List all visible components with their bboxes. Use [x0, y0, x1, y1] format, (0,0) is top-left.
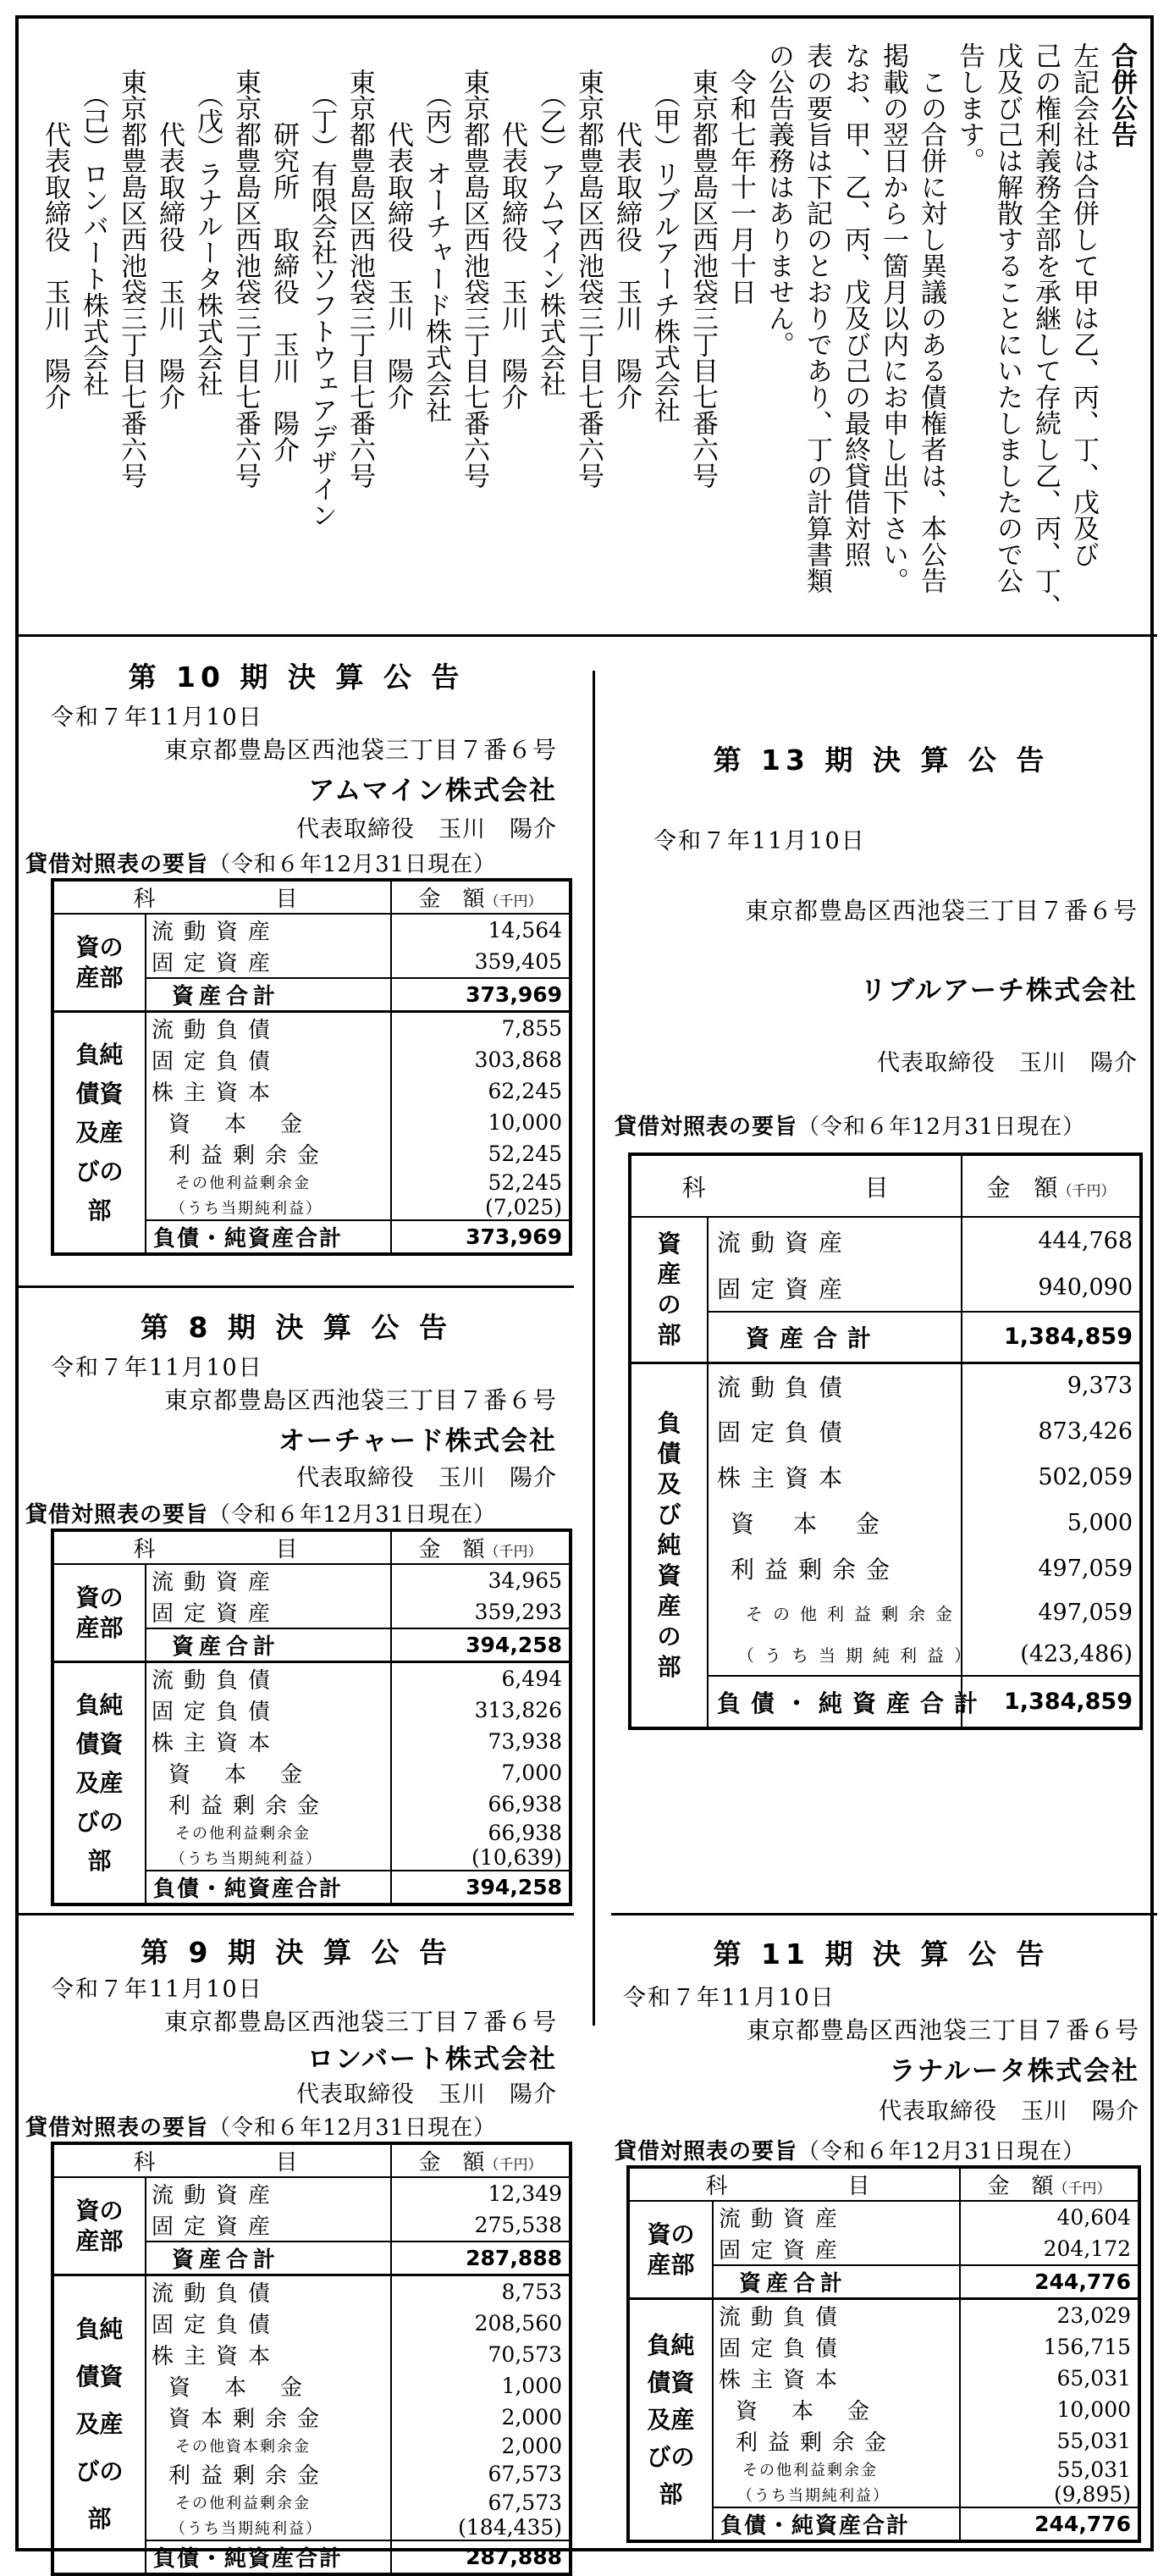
row-label: 資産合計: [146, 1628, 391, 1662]
row-value: 359,405: [474, 949, 563, 974]
row-label: その他利益剰余金: [146, 1169, 391, 1195]
row-value: (9,895): [1053, 2482, 1132, 2507]
row-label: 利益剰余金: [708, 1545, 962, 1591]
merger-line: 研究所 取締役 玉川 陽介: [268, 42, 299, 462]
column-header-amount: [391, 1530, 571, 1564]
unit-label: （千円）: [1053, 2181, 1111, 2197]
merger-notice: [19, 19, 1157, 637]
bs-date: （令和６年12月31日現在）: [208, 852, 497, 877]
row-label: 固定資産: [713, 2233, 960, 2265]
column-header-item: 科 目: [628, 2167, 960, 2201]
row-label: （うち当期純利益）: [146, 1195, 391, 1220]
row-label: 流動負債: [708, 1363, 962, 1408]
column-header-amount: [962, 1154, 1141, 1217]
row-value: 244,776: [960, 2507, 1139, 2541]
column-header-amount: [391, 880, 571, 914]
row-value: 52,245: [488, 1169, 563, 1195]
asset-group-label: 資の産部: [628, 2201, 713, 2299]
row-value: 497,059: [1038, 1555, 1133, 1582]
notice-date: 令和７年11月10日: [51, 705, 263, 731]
column-header-amount: [960, 2167, 1139, 2201]
row-label: 固定資産: [146, 1596, 391, 1628]
row-label: （うち当期純利益）: [146, 2515, 391, 2540]
row-value: 65,031: [1056, 2366, 1132, 2391]
merger-line: 代表取締役 玉川 陽介: [40, 42, 70, 410]
asset-group-label: 資産の部: [630, 1217, 708, 1363]
notice-address: 東京都豊島区西池袋三丁目７番６号: [163, 736, 557, 764]
liability-group-label: 負債及び純資産の部: [630, 1363, 708, 1728]
merger-line: 代表取締役 玉川 陽介: [383, 42, 413, 410]
merger-line: 代表取締役 玉川 陽介: [154, 42, 185, 410]
row-value: 359,293: [474, 1600, 563, 1624]
row-value: 394,258: [391, 1871, 571, 1904]
row-label: 株主資本: [146, 2339, 391, 2370]
row-label: 固定負債: [146, 1694, 391, 1726]
notice-title: 第 8 期 決 算 公 告: [141, 1311, 452, 1344]
row-label: 株主資本: [713, 2363, 960, 2394]
notice-date: 令和７年11月10日: [623, 1985, 835, 2011]
notice-title: 第 10 期 決 算 公 告: [128, 661, 465, 694]
notice-title: 第 9 期 決 算 公 告: [141, 1936, 452, 1969]
notice-period-10: [25, 655, 567, 1256]
representative: 代表取締役 玉川 陽介: [296, 816, 557, 843]
row-value: 14,564: [488, 918, 563, 943]
amount-label: 金 額: [418, 2150, 485, 2175]
row-label: その他利益剰余金: [146, 1820, 391, 1845]
row-label: 資本金: [713, 2394, 960, 2425]
row-label: 株主資本: [146, 1075, 391, 1107]
row-label: 負債・純資産合計: [146, 1871, 391, 1904]
merger-line: 掲載の翌日から一箇月以内にお申し出下さい。: [878, 42, 908, 594]
row-label: 資本金: [146, 1107, 391, 1138]
row-label: 固定負債: [146, 2308, 391, 2339]
bs-date: （令和６年12月31日現在）: [797, 1114, 1086, 1140]
row-label: （うち当期純利益）: [708, 1633, 962, 1676]
row-value: 275,538: [474, 2213, 563, 2237]
row-value: 287,888: [391, 2540, 571, 2574]
row-value: 40,604: [1056, 2205, 1132, 2230]
row-label: 流動資産: [146, 2177, 391, 2209]
row-label: 資本金: [146, 1757, 391, 1788]
row-label: 株主資本: [708, 1454, 962, 1500]
row-value: 55,031: [1056, 2457, 1132, 2482]
notice-address: 東京都豊島区西池袋三丁目７番６号: [744, 897, 1138, 925]
company-name: ロンバート株式会社: [307, 2044, 557, 2075]
row-label: 資産合計: [146, 2242, 391, 2275]
unit-label: （千円）: [1057, 1182, 1116, 1200]
merger-line: 東京都豊島区西池袋三丁目七番六号: [459, 42, 489, 489]
column-header-amount: [391, 2143, 571, 2177]
row-value: 208,560: [474, 2311, 563, 2336]
merger-line: この合併に対し異議のある債権者は、本公告: [916, 42, 946, 594]
row-label: 資本剰余金: [146, 2402, 391, 2433]
row-label: 利益剰余金: [146, 1788, 391, 1820]
merger-line: 己の権利義務全部を承継して存続し乙、丙、丁、: [1030, 42, 1061, 620]
row-value: 156,715: [1043, 2335, 1132, 2359]
row-value: 873,426: [1038, 1418, 1133, 1445]
balance-sheet-heading: [615, 1109, 1148, 1141]
divider-left-2: [19, 1913, 574, 1915]
row-label: 株主資本: [146, 1726, 391, 1757]
merger-line: の公告義務はありません。: [764, 42, 794, 357]
representative: 代表取締役 玉川 陽介: [296, 1465, 557, 1491]
unit-label: （千円）: [484, 893, 543, 910]
row-value: 23,029: [960, 2299, 1139, 2332]
company-name: オーチャード株式会社: [278, 1426, 557, 1457]
column-divider: [593, 671, 595, 2026]
divider-left-1: [19, 1285, 574, 1288]
row-value: (10,639): [471, 1845, 563, 1870]
row-value: 2,000: [501, 2405, 563, 2430]
balance-sheet-heading: [25, 847, 567, 878]
liability-group-label: 負純債資及産びの部: [52, 1662, 146, 1905]
merger-line: （丁）有限会社ソフトウェアデザイン: [306, 42, 337, 528]
notice-date: 令和７年11月10日: [653, 828, 866, 854]
row-label: 固定資産: [146, 946, 391, 978]
row-value: 303,868: [474, 1048, 563, 1072]
asset-group-label: 資の産部: [52, 1564, 146, 1662]
balance-sheet-table: [51, 1528, 572, 1906]
balance-sheet-table: [51, 878, 572, 1256]
row-value: 244,776: [960, 2265, 1139, 2299]
notice-title: 第 13 期 決 算 公 告: [713, 744, 1050, 777]
representative: 代表取締役 玉川 陽介: [877, 1050, 1138, 1076]
merger-line: 東京都豊島区西池袋三丁目七番六号: [573, 42, 604, 489]
row-value: 62,245: [488, 1079, 563, 1103]
merger-line: 表の要旨は下記のとおりであり、丁の計算書類: [802, 42, 832, 594]
row-value: 940,090: [1038, 1274, 1133, 1301]
row-value: 497,059: [1038, 1599, 1133, 1626]
bs-heading-label: 貸借対照表の要旨: [25, 2115, 209, 2141]
merger-line: 東京都豊島区西池袋三丁目七番六号: [345, 42, 375, 489]
amount-label: 金 額: [986, 1173, 1058, 1202]
row-value: 313,826: [474, 1698, 563, 1722]
bs-date: （令和６年12月31日現在）: [208, 1502, 497, 1528]
column-header-item: 科 目: [52, 1530, 391, 1564]
merger-line: 代表取締役 玉川 陽介: [611, 42, 642, 410]
merger-line: 告します。: [954, 42, 984, 174]
row-value: 1,384,859: [962, 1676, 1141, 1728]
row-value: 12,349: [488, 2181, 563, 2206]
row-value: 7,855: [391, 1012, 571, 1045]
bs-heading-label: 貸借対照表の要旨: [615, 2139, 798, 2164]
amount-label: 金 額: [987, 2174, 1054, 2199]
row-value: 52,245: [488, 1142, 563, 1166]
row-value: 287,888: [391, 2242, 571, 2275]
balance-sheet-heading: [25, 2110, 567, 2142]
notice-address: 東京都豊島区西池袋三丁目７番６号: [163, 1386, 557, 1414]
row-label: 流動負債: [146, 1012, 391, 1045]
row-label: 資本金: [708, 1500, 962, 1545]
merger-line: 戊及び己は解散することにいたしましたので公: [992, 42, 1023, 594]
unit-label: （千円）: [484, 1544, 543, 1561]
row-value: (423,486): [1020, 1641, 1133, 1667]
merger-vertical-text: [36, 42, 1140, 635]
row-label: 固定資産: [146, 2209, 391, 2242]
row-value: 66,938: [488, 1792, 563, 1816]
row-value: 394,258: [391, 1628, 571, 1662]
row-value: 7,000: [501, 1761, 563, 1785]
row-label: 負債・純資産合計: [708, 1676, 962, 1728]
balance-sheet-table: [51, 2142, 572, 2576]
liability-group-label: 負純債資及産びの部: [52, 1012, 146, 1255]
merger-line: 代表取締役 玉川 陽介: [497, 42, 527, 410]
merger-line: （己）ロンバート株式会社: [78, 42, 108, 397]
merger-line: 東京都豊島区西池袋三丁目七番六号: [687, 42, 718, 489]
row-value: 5,000: [1067, 1509, 1133, 1536]
row-label: 資産合計: [708, 1312, 962, 1363]
row-value: 67,573: [488, 2462, 563, 2486]
asset-group-label: 資の産部: [52, 2177, 146, 2275]
notice-address: 東京都豊島区西池袋三丁目７番６号: [746, 2016, 1139, 2044]
amount-label: 金 額: [418, 887, 485, 912]
unit-label: （千円）: [484, 2157, 543, 2174]
merger-line: （丙）オーチャード株式会社: [421, 42, 451, 423]
merger-line: （戊）ラナルータ株式会社: [192, 42, 223, 397]
divider-right-1: [611, 1913, 1157, 1915]
row-value: 1,384,859: [962, 1312, 1141, 1363]
notice-date: 令和７年11月10日: [51, 1355, 263, 1381]
row-label: 流動資産: [146, 914, 391, 946]
row-label: 固定負債: [146, 1044, 391, 1075]
merger-line: 左記会社は合併して甲は乙、丙、丁、戊及び: [1068, 42, 1099, 567]
merger-line: （乙）アムマイン株式会社: [535, 42, 565, 397]
notice-period-11: [615, 1932, 1148, 2543]
row-value: 67,573: [488, 2490, 563, 2515]
company-name: リブルアーチ株式会社: [860, 976, 1138, 1006]
merger-line: 令和七年十一月十日: [725, 42, 756, 305]
row-value: (7,025): [484, 1195, 563, 1219]
row-value: 444,768: [1038, 1228, 1133, 1254]
row-label: 流動資産: [708, 1217, 962, 1264]
row-value: (184,435): [458, 2515, 563, 2540]
merger-line: 東京都豊島区西池袋三丁目七番六号: [230, 42, 261, 489]
row-value: 373,969: [391, 1220, 571, 1254]
row-label: 固定資産: [708, 1264, 962, 1312]
row-label: 利益剰余金: [146, 1138, 391, 1169]
company-name: ラナルータ株式会社: [889, 2056, 1139, 2087]
merger-line: なお、甲、乙、丙、戊及び己の最終貸借対照: [840, 42, 870, 567]
bs-heading-label: 貸借対照表の要旨: [615, 1114, 798, 1140]
row-label: その他利益剰余金: [713, 2457, 960, 2482]
balance-sheet-table: [626, 2165, 1141, 2543]
representative: 代表取締役 玉川 陽介: [296, 2081, 557, 2108]
balance-sheet-table: [628, 1153, 1143, 1730]
row-label: 利益剰余金: [146, 2458, 391, 2490]
row-value: 204,172: [1043, 2236, 1132, 2261]
notice-address: 東京都豊島区西池袋三丁目７番６号: [163, 2008, 557, 2036]
column-header-item: 科 目: [630, 1154, 962, 1217]
announcement-frame: [15, 15, 1154, 2572]
company-name: アムマイン株式会社: [308, 776, 557, 806]
liability-group-label: 負純債資及産びの部: [52, 2275, 146, 2575]
row-value: 8,753: [391, 2275, 571, 2308]
notice-period-13: [615, 738, 1148, 1730]
bs-heading-label: 貸借対照表の要旨: [25, 1502, 209, 1528]
row-label: 流動負債: [713, 2299, 960, 2332]
bs-date: （令和６年12月31日現在）: [208, 2115, 497, 2141]
row-value: 373,969: [391, 978, 571, 1012]
row-label: 固定負債: [713, 2331, 960, 2363]
row-value: 502,059: [1038, 1463, 1133, 1490]
row-label: 資本金: [146, 2370, 391, 2402]
row-value: 66,938: [488, 1820, 563, 1845]
row-value: 55,031: [1056, 2429, 1132, 2453]
balance-sheet-heading: [25, 1497, 567, 1528]
row-value: 70,573: [488, 2342, 563, 2367]
merger-line: （甲）リブルアーチ株式会社: [649, 42, 680, 423]
row-label: 流動負債: [146, 1662, 391, 1695]
row-value: 73,938: [488, 1729, 563, 1754]
row-label: 負債・純資産合計: [146, 2540, 391, 2574]
row-value: 10,000: [488, 1110, 563, 1135]
bs-heading-label: 貸借対照表の要旨: [25, 852, 209, 877]
row-label: （うち当期純利益）: [146, 1845, 391, 1871]
row-label: 資産合計: [713, 2265, 960, 2299]
merger-line: 東京都豊島区西池袋三丁目七番六号: [116, 42, 146, 489]
row-label: その他利益剰余金: [708, 1591, 962, 1633]
row-label: 流動資産: [146, 1564, 391, 1596]
row-value: 1,000: [501, 2374, 563, 2398]
row-value: 9,373: [962, 1363, 1141, 1408]
row-value: 6,494: [391, 1662, 571, 1695]
representative: 代表取締役 玉川 陽介: [879, 2098, 1139, 2125]
row-label: 流動資産: [713, 2201, 960, 2233]
column-header-item: 科 目: [52, 880, 391, 914]
merger-title: 合併公告: [1106, 42, 1137, 147]
row-value: 34,965: [488, 1568, 563, 1593]
column-header-item: 科 目: [52, 2143, 391, 2177]
bs-date: （令和６年12月31日現在）: [797, 2139, 1086, 2164]
row-label: その他利益剰余金: [146, 2490, 391, 2515]
asset-group-label: 資の産部: [52, 914, 146, 1012]
row-label: その他資本剰余金: [146, 2433, 391, 2458]
row-label: （うち当期純利益）: [713, 2482, 960, 2507]
amount-label: 金 額: [418, 1537, 485, 1562]
row-label: 利益剰余金: [713, 2425, 960, 2457]
notice-period-9: [25, 1931, 567, 2576]
row-label: 負債・純資産合計: [146, 1220, 391, 1254]
row-label: 流動負債: [146, 2275, 391, 2308]
notice-date: 令和７年11月10日: [51, 1976, 263, 2003]
notice-title: 第 11 期 決 算 公 告: [713, 1938, 1050, 1971]
liability-group-label: 負純債資及産びの部: [628, 2299, 713, 2542]
row-label: 固定負債: [708, 1408, 962, 1454]
balance-sheet-heading: [615, 2134, 1148, 2165]
row-label: 資産合計: [146, 978, 391, 1012]
row-label: 負債・純資産合計: [713, 2507, 960, 2541]
notice-period-8: [25, 1306, 567, 1906]
row-value: 10,000: [1056, 2397, 1132, 2422]
row-value: 2,000: [501, 2433, 563, 2458]
